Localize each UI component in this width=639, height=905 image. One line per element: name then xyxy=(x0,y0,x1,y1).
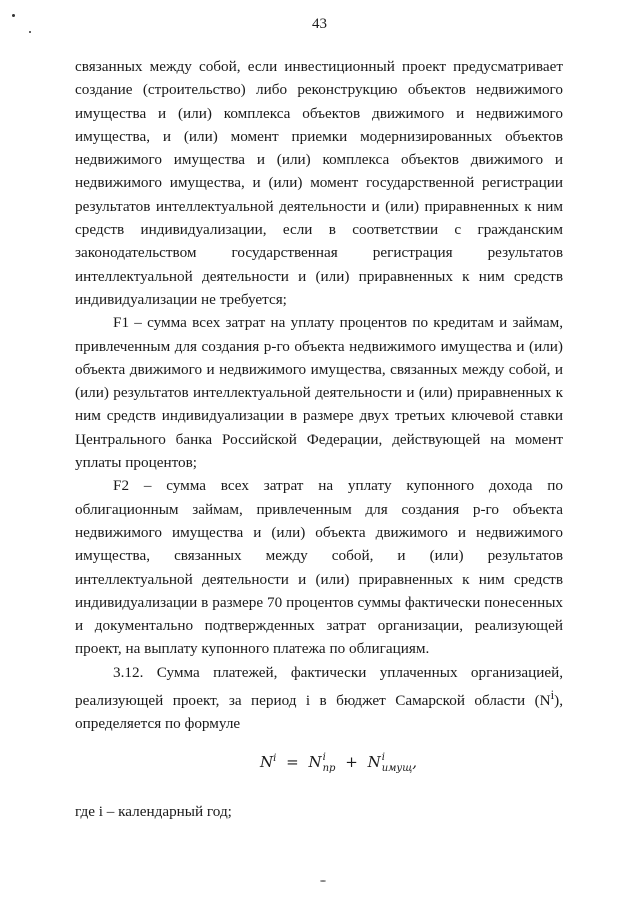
formula xyxy=(260,752,417,774)
formula-lhs: $N^i$ xyxy=(260,753,277,771)
paragraph-continuation: связанных между собой, если инвестиционный проект предусматривает создание (строительство) либо реконструкцию объектов недвижимого имущества и (или) комплекса объектов движимого и недвижимого имущества, и (или) момент приемки модернизированных объектов недвижимого имущества и (или) комплекса объектов движимого и недвижимого имущества, и (или) момент государственной регистрации результатов интеллектуальной деятельности и (или) приравненных к ним средств индивидуализации, если в соответствии с гражданским законодательством государственная регистрация результатов интеллектуальной деятельности и (или) приравненных к ним средств индивидуализации не требуется; xyxy=(75,58,563,308)
scan-speckle xyxy=(320,880,326,882)
formula-trailing-comma: , xyxy=(412,753,418,771)
formula-equals: = xyxy=(286,753,299,771)
scan-speckle xyxy=(29,31,31,33)
formula-plus: + xyxy=(345,753,358,771)
where-line: где i – календарный год; xyxy=(75,803,232,820)
page-number: 43 xyxy=(312,16,327,32)
paragraph-f1-definition: F1 – сумма всех затрат на уплату процентов по кредитам и займам, привлеченным для создания p-го объекта недвижимого имущества и (или) объекта движимого и недвижимого имущества, связанных между собой, и (или) результатов интеллектуальной деятельности и (или) приравненных к ним средств индивидуализации в размере двух третьих ключевой ставки Центрального банка Российской Федерации, действующей на момент уплаты процентов; xyxy=(75,314,563,472)
formula-term-pr: N i пр xyxy=(308,752,336,774)
paragraph-3-12: 3.12. Сумма платежей, фактически уплаченных организацией, реализующей проект, за период i в бюджет Самарской области $(N^i)$, определяется по формуле xyxy=(75,663,563,733)
formula-term-imush: N i имущ xyxy=(367,752,413,774)
body-text xyxy=(75,55,563,736)
paragraph-f2-definition: F2 – сумма всех затрат на уплату купонного дохода по облигационным займам, привлеченным для создания p-го объекта недвижимого имущества и (или) объекта движимого и недвижимого имущества, связанных между собой, и (или) результатов интеллектуальной деятельности и (или) приравненных к ним средств индивидуализации в размере 70 процентов суммы фактически понесенных и документально подтвержденных затрат организации, реализующей проект, на выплату купонного платежа по облигациям. xyxy=(75,477,563,658)
scan-speckle xyxy=(12,14,15,17)
